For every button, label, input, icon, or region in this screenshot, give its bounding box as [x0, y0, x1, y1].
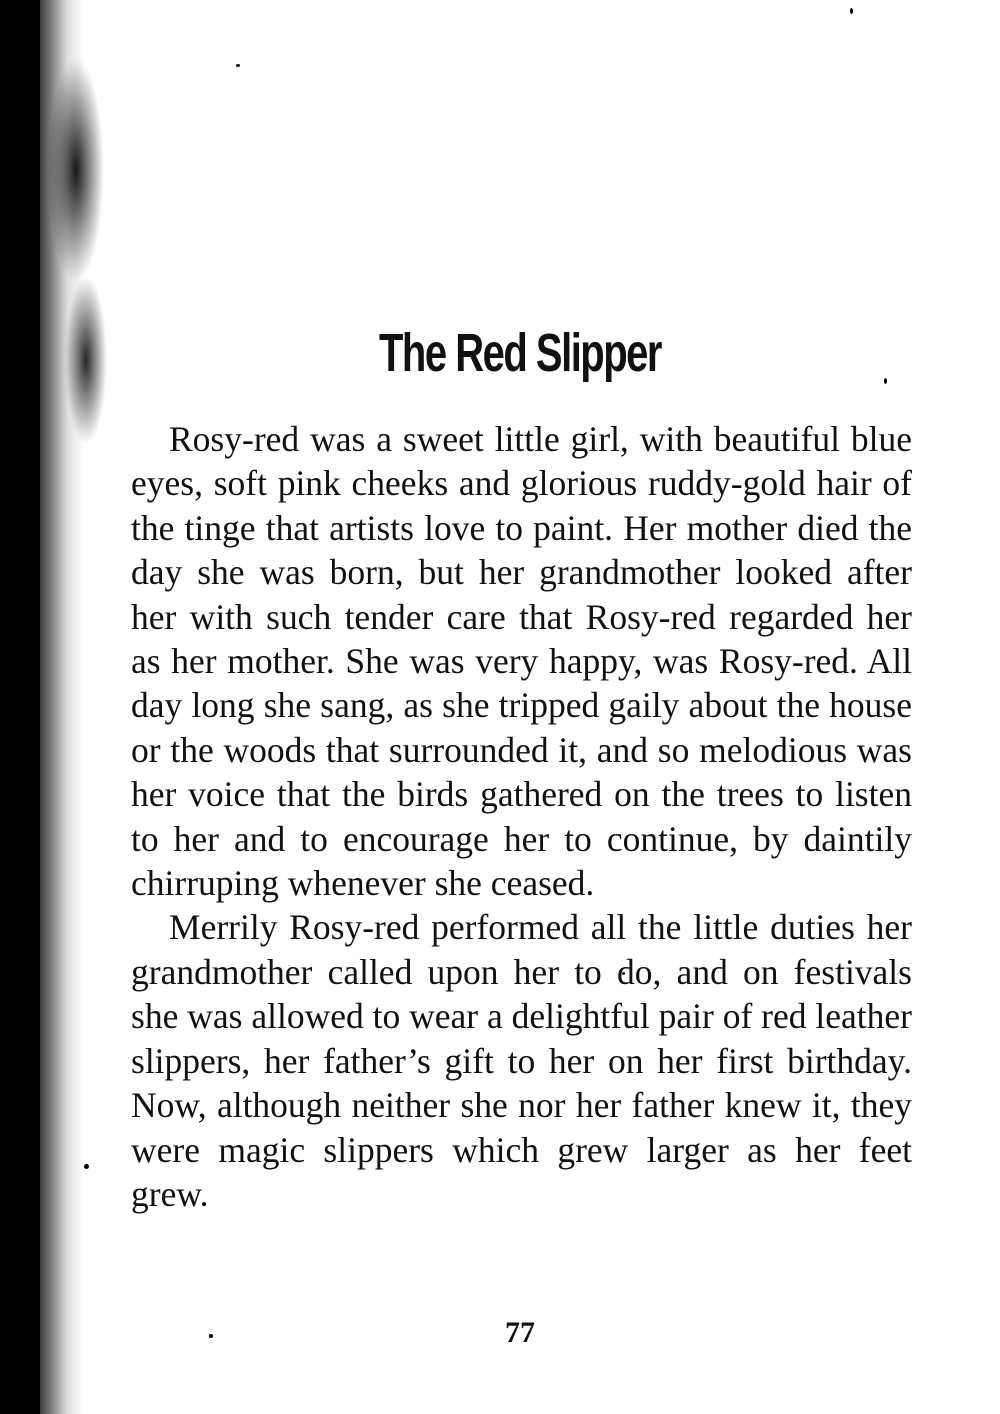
paragraph: Rosy-red was a sweet little girl, with beautiful blue eyes, soft pink cheeks and glorious ruddy-gold hair of the tinge that artists love to paint. Her mother died the day she was born, but her grandmother looked after her with such tender care that Rosy-red regarded her as her mother. She was very happy, was Rosy-red. All day long she sang, as she tripped gaily about the house or the woods that surrounded it, and so melodious was her voice that the birds gathered on the trees to listen to her and to encourage her to continue, by daintily chirruping whenever she ceased. [131, 419, 912, 904]
body-text [131, 417, 912, 1216]
scan-speck [84, 1164, 89, 1169]
binding-shadow-edge [36, 0, 126, 1414]
page-number: 77 [505, 1316, 535, 1349]
scan-speck [850, 8, 853, 14]
scan-speck [236, 64, 240, 67]
binding-shadow [0, 0, 40, 1414]
paragraph: Merrily Rosy-red performed all the little duties her grandmother called upon her to do, and on festivals she was allowed to wear a delightful pair of red leather slippers, her father’s gift to her on her first birthday. Now, although neither she nor her father knew it, they were magic slippers which grew larger as her feet grew. [131, 907, 912, 1214]
chapter-title: The Red Slipper [378, 323, 661, 383]
